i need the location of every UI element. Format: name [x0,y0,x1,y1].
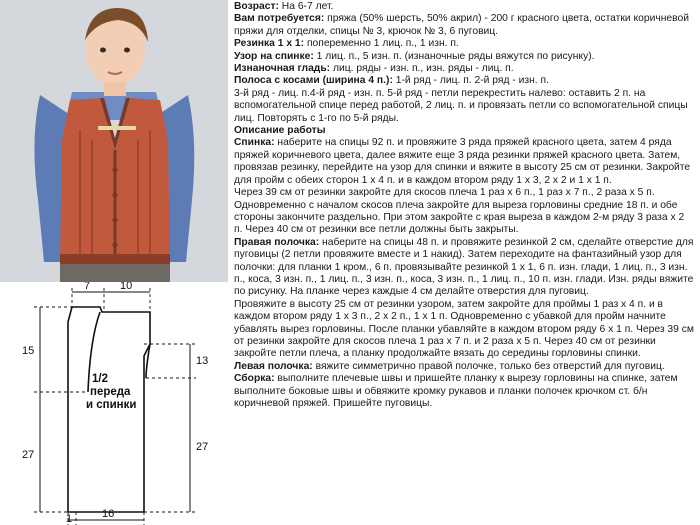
pattern-label-fraction: 1/2 [92,373,108,385]
materials-line: Вам потребуется: пряжа (50% шерсть, 50% акрил) - 200 г красного цвета, остатки коричневой пряжи для отделки, спицы № 3, крючок № 3, 6 пуговиц. [234,13,689,37]
dim-bottom-a: 1 [66,513,73,525]
back-continued: Через 39 см от резинки закройте для скосов плеча 1 раз х 6 п., 1 раз х 7 п., 2 раза х 5 п. Одновременно с началом скосов плеча закройте для выреза горловины средние 18 п. и обе стороны закончите раздельно. При этом закройте с края выреза в каждом 2-м ряду 3 раза х 2 п. Через 40 см от резинки все петли должны быть закрыты. [234,187,685,236]
cables-line: Полоса с косами (ширина 4 п.): 1-й ряд - лиц. п. 2-й ряд - изн. п. [234,75,549,87]
dim-bottom-b: 16 [102,508,115,520]
dim-right-upper: 13 [196,355,209,367]
back-pattern-line: Узор на спинке: 1 лиц. п., 5 изн. п. (изнаночные ряды вяжутся по рисунку). [234,50,595,62]
left-front-line: Левая полочка: вяжите симметрично правой полочке, только без отверстий для пуговиц. Сборка: выполните плечевые швы и пришейте планку к вырезу горловины на спинке, затем выполните боковые швы и обвяжите кромку рукавов и планки полочек крючком ст. б/н коричневой пряжей. Пришейте пуговицы. [234,360,678,409]
pattern-label-back: и спинки [86,399,137,411]
right-front-continued: Провяжите в высоту 25 см от резинки узором, затем закройте для проймы 1 раз х 4 п. и в каждом втором ряду 1 х 3 п., 2 х 2 п., 1 х 1 п. Одновременно с убавкой для пройм начните убавлять вырез горловины. После планки убавляйте в каждом втором ряду 6 х 1 п. Через 39 см от резинки закройте для скосов плеча 1 раз х 7 п. и 2 раза х 5 п. Через 40 см от резинки закройте петли плеча, а планку продолжайте вязать до середины горловины спинки. [234,298,694,360]
purl-line: Изнаночная гладь: лиц. ряды - изн. п., изн. ряды - лиц. п. [234,63,514,75]
dim-left-lower: 27 [22,449,35,461]
dim-left-upper: 15 [22,345,35,357]
age-line: Возраст: На 6-7 лет. [234,1,334,12]
instructions [234,1,694,410]
pattern-label-front: переда [90,386,131,398]
dim-top-b: 10 [120,282,133,292]
boy-in-vest-illustration [0,0,228,282]
dim-right-lower: 27 [196,441,209,453]
work-heading: Описание работы [234,125,326,137]
back-line: Спинка: наберите на спицы 92 п. и провяжите 3 ряда пряжей красного цвета, затем 4 ряда пряжей коричневого цвета, далее вяжите еще 3 ряда резинки пряжей красного цвета. Затем, провязав резинку, перейдите на узор для спинки и вяжите в высоту 25 см от резинки. Закройте для пройм с обеих сторон 1 х 4 п. и в каждом втором ряду 1 х 3, 2 х 2 и 1 х 1 п. [234,137,691,186]
vest-photo [0,0,228,282]
rib-line: Резинка 1 х 1: попеременно 1 лиц. п., 1 изн. п. [234,38,459,50]
pattern-diagram [0,282,228,525]
right-front-line: Правая полочка: наберите на спицы 48 п. и провяжите резинкой 2 см, сделайте отверстие для пуговицы (2 петли провяжите вместе и 1 накид). Затем переходите на фантазийный узор для полочки: для планки 1 кром., 6 п. провязывайте резинкой 1 х 1, 6 п. изн. глади, 1 лиц. п., 3 изн. п., коса, 3 изн. п., 1 лиц. п., 3 изн. п., коса, 3 изн. п., 1 лиц. п., 10 п. изн. глади. Изн. ряды вяжите по рисунку. На планке через каждые 4 см делайте отверстия для пуговиц. [234,236,694,298]
dim-top-a: 7 [84,282,91,292]
cables-continued: 3-й ряд - лиц. п.4-й ряд - изн. п. 5-й ряд - петли перекрестить налево: оставить 2 п. на вспомогательной спице перед работой, 2 лиц. п. и провязать петли со вспомогательной спицы лиц. Повторять с 1-го по 5-й ряды. [234,87,688,124]
